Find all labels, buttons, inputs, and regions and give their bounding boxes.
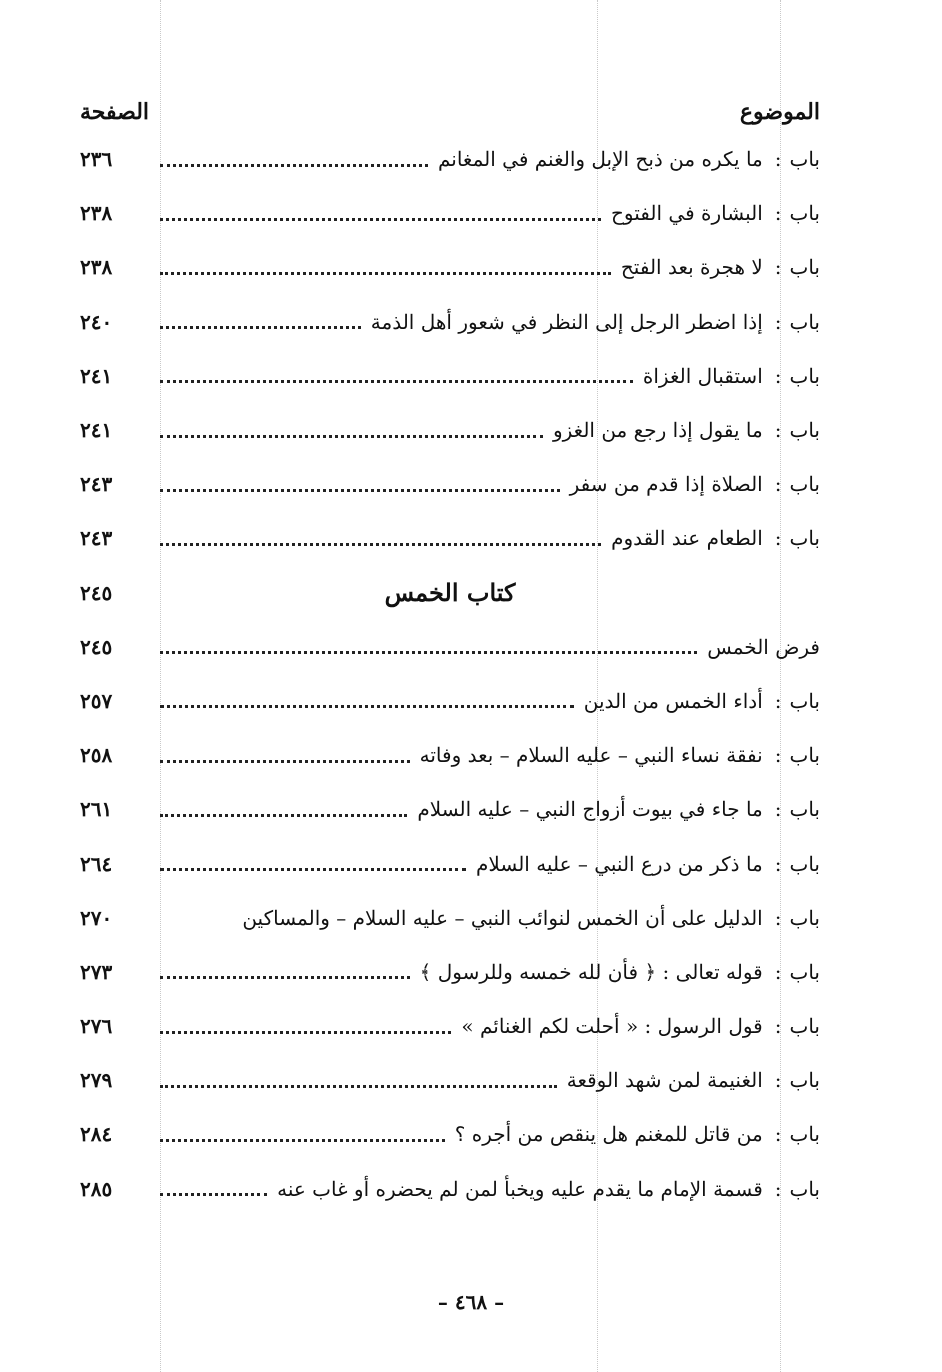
entry-title: الغنيمة لمن شهد الوقعة	[566, 1068, 763, 1093]
toc-entry	[80, 620, 820, 674]
entry-title: البشارة في الفتوح	[611, 201, 763, 226]
entry-prefix: باب	[789, 201, 820, 226]
entry-prefix: باب	[789, 1068, 820, 1093]
entry-prefix: باب	[789, 743, 820, 768]
dot-leader	[160, 218, 601, 221]
dot-leader	[160, 380, 633, 383]
entry-colon: :	[774, 688, 782, 713]
entry-page-number: ٢٨٥	[80, 1176, 113, 1201]
entry-prefix: باب	[789, 418, 820, 443]
topic-heading: الموضوع	[739, 99, 820, 125]
entry-prefix: باب	[789, 1014, 820, 1039]
entry-prefix: باب	[789, 147, 820, 172]
toc-entry	[80, 132, 820, 186]
toc-header	[80, 92, 820, 132]
entry-page-number: ٢٤٠	[80, 309, 113, 334]
toc-entry	[80, 999, 820, 1053]
dot-leader	[160, 1031, 451, 1034]
toc-entry	[80, 1053, 820, 1107]
entry-colon: :	[774, 309, 782, 334]
entry-title: استقبال الغزاة	[642, 363, 763, 388]
page-number-footer: – ٤٦٨ –	[437, 1290, 505, 1314]
entry-page-number: ٢٣٨	[80, 255, 113, 280]
entry-page-number: ٢٤٣	[80, 526, 113, 551]
entry-prefix: باب	[789, 309, 820, 334]
toc-list	[80, 132, 820, 1216]
toc-entry	[80, 1107, 820, 1161]
entry-page-number: ٢٥٧	[80, 688, 113, 713]
entry-title: من قاتل للمغنم هل ينقص من أجره ؟	[454, 1122, 763, 1147]
entry-prefix: باب	[789, 688, 820, 713]
entry-colon: :	[774, 959, 782, 984]
section-title: كتاب الخمس	[384, 578, 516, 608]
entry-page-number: ٢٥٨	[80, 743, 113, 768]
dot-leader	[160, 868, 466, 871]
entry-colon: :	[774, 418, 782, 443]
entry-label	[643, 364, 820, 388]
entry-prefix: باب	[789, 472, 820, 497]
dot-leader	[160, 705, 574, 708]
entry-page-number: ٢٧٣	[80, 959, 113, 984]
toc-entry	[80, 782, 820, 836]
entry-title: الطعام عند القدوم	[611, 526, 763, 551]
dot-leader	[160, 489, 560, 492]
entry-colon: :	[774, 526, 782, 551]
entry-label	[420, 743, 820, 767]
toc-entry	[80, 836, 820, 890]
entry-label	[371, 310, 820, 334]
dot-leader	[160, 814, 407, 817]
entry-title: إذا اضطر الرجل إلى النظر في شعور أهل الذمة	[370, 309, 763, 334]
toc-entry	[80, 891, 820, 945]
entry-label	[553, 418, 820, 442]
dot-leader	[160, 1193, 267, 1196]
toc-entry	[80, 186, 820, 240]
entry-label	[584, 689, 820, 713]
entry-colon: :	[774, 743, 782, 768]
dot-leader	[160, 164, 428, 167]
toc-section-heading	[80, 566, 820, 620]
toc-entry	[80, 674, 820, 728]
dot-leader	[160, 976, 410, 979]
entry-label	[611, 526, 820, 550]
toc-entry	[80, 403, 820, 457]
entry-label	[476, 852, 820, 876]
entry-label	[611, 201, 820, 225]
entry-title: ما ذكر من درع النبي – عليه السلام	[476, 851, 763, 876]
entry-title: قوله تعالى : ﴿ فأن لله خمسه وللرسول ﴾	[419, 959, 763, 984]
entry-label	[707, 635, 820, 659]
dot-leader	[160, 1085, 557, 1088]
entry-page-number: ٢٨٤	[80, 1122, 113, 1147]
entry-page-number: ٢٧٦	[80, 1014, 113, 1039]
entry-title: فرض الخمس	[707, 634, 820, 659]
toc-entry	[80, 295, 820, 349]
page-heading: الصفحة	[80, 99, 150, 125]
entry-colon: :	[774, 1122, 782, 1147]
entry-page-number: ٢٦٤	[80, 851, 113, 876]
entry-colon: :	[774, 797, 782, 822]
entry-page-number: ٢٣٦	[80, 147, 113, 172]
entry-prefix: باب	[789, 797, 820, 822]
entry-page-number: ٢٤١	[80, 363, 113, 388]
entry-label	[420, 960, 820, 984]
dot-leader	[160, 326, 361, 329]
entry-prefix: باب	[789, 363, 820, 388]
toc-entry	[80, 945, 820, 999]
entry-prefix: باب	[789, 1122, 820, 1147]
entry-prefix: باب	[789, 851, 820, 876]
entry-title: قسمة الإمام ما يقدم عليه ويخبأ لمن لم يحضره أو غاب عنه	[277, 1176, 763, 1201]
entry-colon: :	[774, 1068, 782, 1093]
entry-page-number: ٢٤٥	[80, 580, 113, 605]
entry-prefix: باب	[789, 526, 820, 551]
entry-page-number: ٢٤١	[80, 418, 113, 443]
entry-colon: :	[774, 851, 782, 876]
dot-leader	[160, 760, 410, 763]
entry-label	[277, 1177, 820, 1201]
entry-page-number: ٢٤٥	[80, 634, 113, 659]
entry-title: أداء الخمس من الدين	[583, 688, 763, 713]
entry-page-number: ٢٤٣	[80, 472, 113, 497]
entry-colon: :	[774, 905, 782, 930]
entry-label	[567, 1068, 820, 1092]
entry-title: الصلاة إذا قدم من سفر	[569, 472, 763, 497]
toc-entry	[80, 728, 820, 782]
entry-title: لا هجرة بعد الفتح	[620, 255, 763, 280]
toc-entry	[80, 457, 820, 511]
dot-leader	[160, 1139, 445, 1142]
entry-colon: :	[774, 363, 782, 388]
entry-title: نفقة نساء النبي – عليه السلام – بعد وفاته	[419, 743, 763, 768]
entry-colon: :	[774, 1014, 782, 1039]
dot-leader	[160, 543, 601, 546]
entry-colon: :	[774, 201, 782, 226]
entry-page-number: ٢٦١	[80, 797, 113, 822]
toc-entry	[80, 349, 820, 403]
entry-label	[461, 1014, 820, 1038]
entry-title: ما جاء في بيوت أزواج النبي – عليه السلام	[417, 797, 763, 822]
entry-title: ما يكره من ذبح الإبل والغنم في المغانم	[437, 147, 763, 172]
dot-leader	[160, 651, 697, 654]
entry-prefix: باب	[789, 959, 820, 984]
entry-prefix: باب	[789, 905, 820, 930]
entry-label	[455, 1122, 820, 1146]
entry-colon: :	[774, 255, 782, 280]
entry-title: الدليل على أن الخمس لنوائب النبي – عليه السلام – والمساكين	[242, 905, 763, 930]
toc-entry	[80, 240, 820, 294]
entry-label	[417, 797, 820, 821]
dot-leader	[160, 435, 543, 438]
entry-page-number: ٢٣٨	[80, 201, 113, 226]
entry-colon: :	[774, 147, 782, 172]
entry-title: قول الرسول : « أحلت لكم الغنائم »	[461, 1014, 763, 1039]
entry-title: ما يقول إذا رجع من الغزو	[552, 418, 763, 443]
toc-entry	[80, 1162, 820, 1216]
entry-page-number: ٢٧٩	[80, 1068, 113, 1093]
entry-colon: :	[774, 1176, 782, 1201]
entry-prefix: باب	[789, 1176, 820, 1201]
entry-label	[570, 472, 820, 496]
entry-label	[438, 147, 820, 171]
entry-prefix: باب	[789, 255, 820, 280]
toc-entry	[80, 511, 820, 565]
entry-page-number: ٢٧٠	[80, 905, 113, 930]
entry-colon: :	[774, 472, 782, 497]
table-of-contents	[80, 92, 820, 1216]
entry-label	[242, 906, 820, 930]
dot-leader	[160, 272, 611, 275]
entry-label	[150, 578, 820, 607]
entry-label	[621, 255, 820, 279]
